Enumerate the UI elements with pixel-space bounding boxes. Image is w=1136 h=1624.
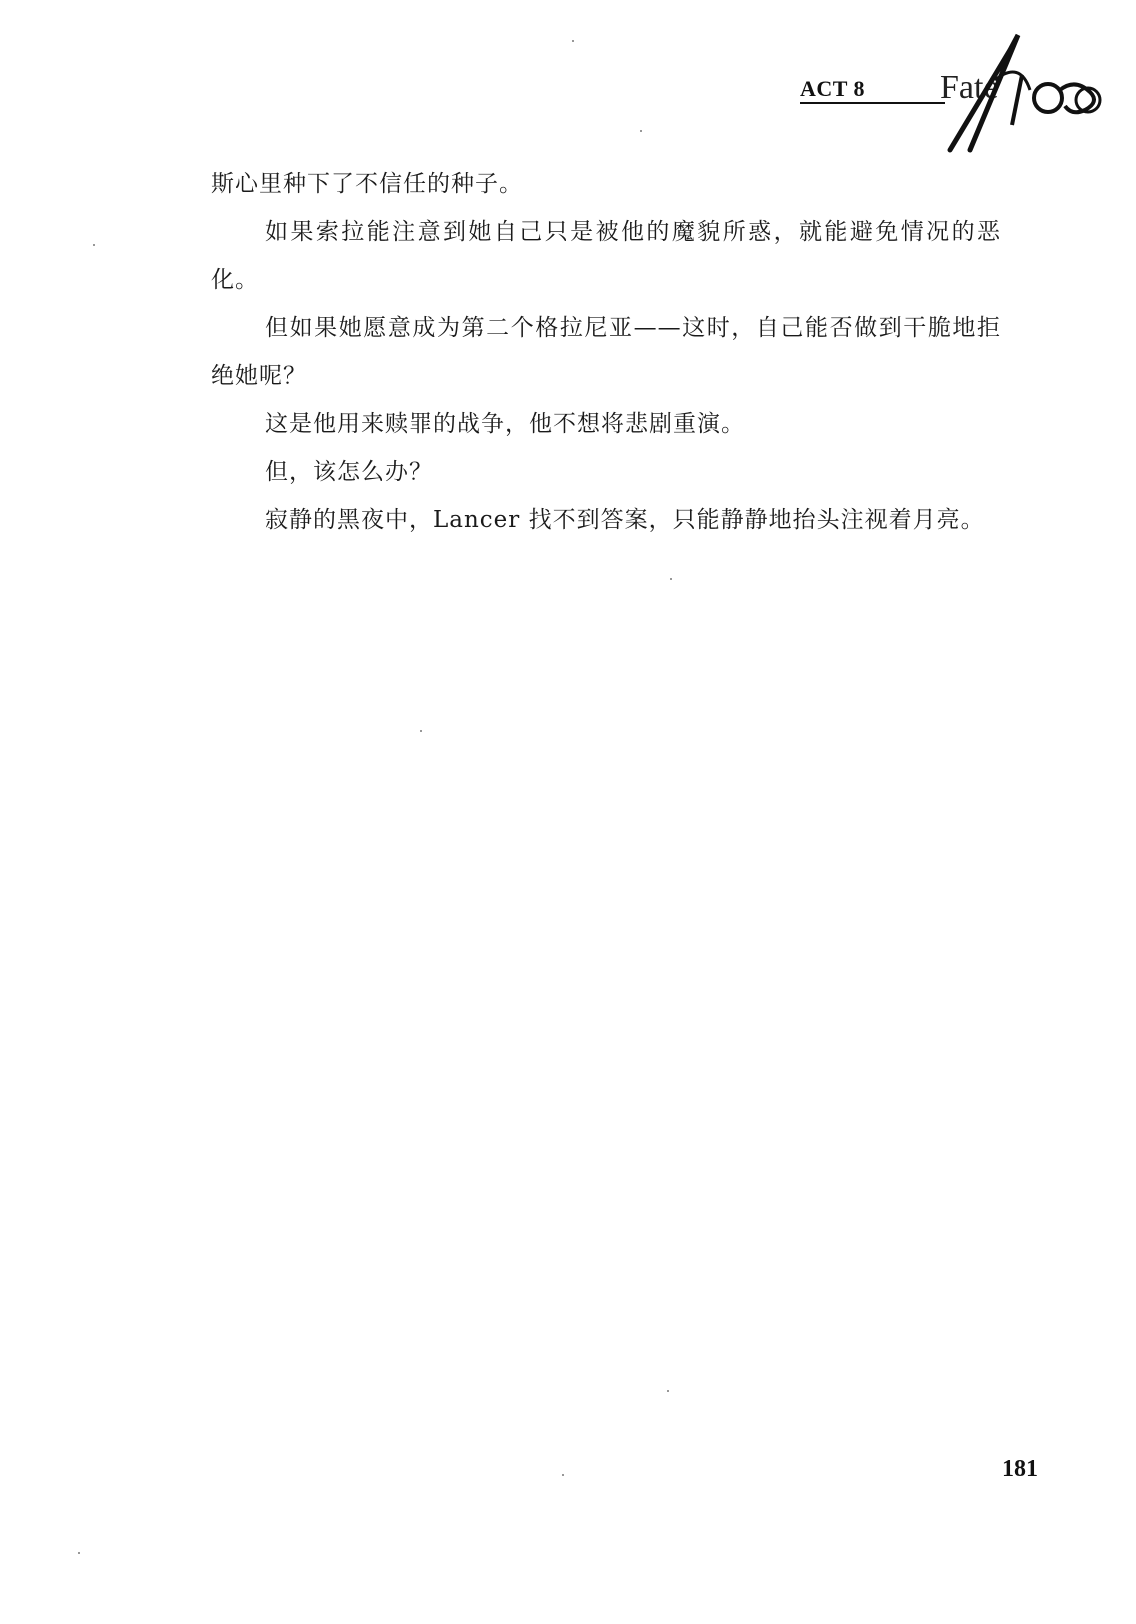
- scan-speck: [670, 578, 672, 580]
- page-number: 181: [1002, 1456, 1038, 1482]
- body-text: [211, 160, 1001, 544]
- paragraph-4: 这是他用来赎罪的战争，他不想将悲剧重演。: [265, 411, 745, 437]
- logo-graphic: [940, 30, 1110, 160]
- scan-speck: [78, 1552, 80, 1554]
- paragraph-2: 如果索拉能注意到她自己只是被他的魔貌所惑，就能避免情况的恶化。: [211, 219, 1001, 293]
- paragraph-6: 寂静的黑夜中，Lancer 找不到答案，只能静静地抬头注视着月亮。: [265, 507, 985, 533]
- svg-text:Fate: Fate: [940, 69, 999, 106]
- fate-zero-logo: [940, 30, 1110, 160]
- chapter-label: ACT 8: [800, 76, 866, 101]
- scan-speck: [93, 244, 95, 246]
- paragraph-3: 但如果她愿意成为第二个格拉尼亚——这时，自己能否做到干脆地拒绝她呢？: [211, 315, 1001, 389]
- header-rule: [800, 102, 945, 104]
- scan-speck: [572, 40, 574, 42]
- scan-speck: [667, 1390, 669, 1392]
- paragraph-1: 斯心里种下了不信任的种子。: [211, 171, 523, 197]
- paragraph-5: 但，该怎么办？: [265, 459, 433, 485]
- scan-speck: [420, 730, 422, 732]
- scan-speck: [562, 1474, 564, 1476]
- scan-speck: [640, 130, 642, 132]
